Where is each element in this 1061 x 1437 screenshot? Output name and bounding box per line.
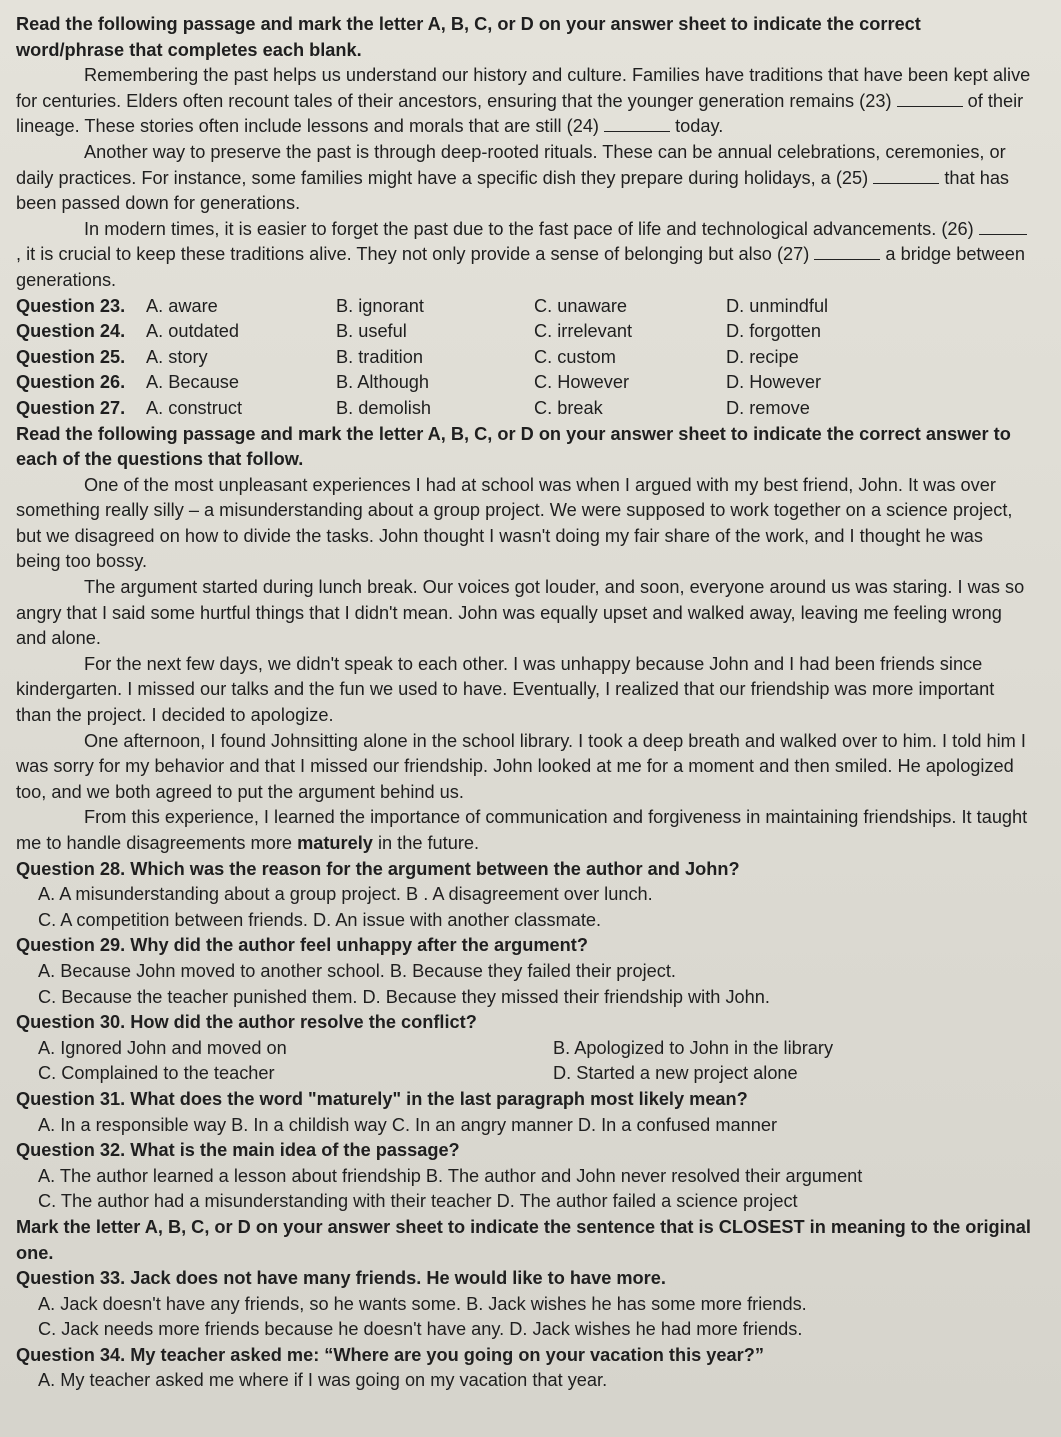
passage1-paragraph2: Another way to preserve the past is through deep-rooted rituals. These can be annual celebrations, ceremonies, or daily practices. For instance, some families might have a specific dish they prepare during holidays, a (25) that has been passed down for generations.	[16, 141, 1010, 214]
question-32-options-1: A. The author learned a lesson about friendship B. The author and John never resolved their argument	[38, 1165, 863, 1186]
passage2-paragraph5: From this experience, I learned the importance of communication and forgiveness in maintaining friendships. It taught me to handle disagreements more maturely in the future.	[16, 807, 1028, 853]
blank-23	[897, 92, 963, 107]
question-29-stem: Question 29. Why did the author feel unhappy after the argument?	[16, 935, 588, 956]
question-row-25: Question 25. A. story B. tradition C. custom D. recipe	[16, 346, 799, 367]
question-row-27: Question 27. A. construct B. demolish C. break D. remove	[16, 397, 810, 418]
passage1-paragraph1: Remembering the past helps us understand our history and culture. Families have traditions that have been kept alive for centuries. Elders often recount tales of their ancestors, ensuring that the younger generation remains (23) of their lineage. These stories often include lessons and morals that are still (24) today.	[16, 65, 1031, 137]
question-33-options-1: A. Jack doesn't have any friends, so he wants some. B. Jack wishes he has some more friends.	[38, 1293, 807, 1314]
question-28-options-1: A. A misunderstanding about a group project. B . A disagreement over lunch.	[38, 884, 653, 905]
question-row-24: Question 24. A. outdated B. useful C. irrelevant D. forgotten	[16, 321, 822, 342]
blank-27	[814, 245, 880, 260]
passage2-paragraph2: The argument started during lunch break. Our voices got louder, and soon, everyone around us was staring. I was so angry that I said some hurtful things that I didn't mean. John was equally upset and walked away, leaving me feeling wrong and alone.	[16, 577, 1025, 649]
question-row-23: Question 23. A. aware B. ignorant C. unaware D. unmindful	[16, 295, 829, 316]
question-30-options	[16, 1036, 1031, 1087]
passage2-paragraph3: For the next few days, we didn't speak to each other. I was unhappy because John and I had been friends since kindergarten. I missed our talks and the fun we used to have. Eventually, I realized that our friendship was more important than the project. I decided to apologize.	[16, 653, 995, 726]
question-31-stem: Question 31. What does the word "maturely" in the last paragraph most likely mean?	[16, 1088, 748, 1109]
blank-24	[604, 117, 670, 132]
question-row-26: Question 26. A. Because B. Although C. However D. However	[16, 372, 822, 393]
passage1-paragraph3: In modern times, it is easier to forget the past due to the fast pace of life and technological advancements. (26) , it is crucial to keep these traditions alive. They not only provide a sense of belonging but also (27) a bridge between generations.	[16, 218, 1025, 290]
question-30-option-c: C. Complained to the teacher	[38, 1063, 275, 1084]
question-33-stem: Question 33. Jack does not have many friends. He would like to have more.	[16, 1268, 666, 1289]
section1-instruction: Read the following passage and mark the letter A, B, C, or D on your answer sheet to indicate the correct word/phrase that completes each blank.	[16, 14, 921, 60]
question-31-options: A. In a responsible way B. In a childish way C. In an angry manner D. In a confused manner	[38, 1114, 778, 1135]
question-30-option-d: D. Started a new project alone	[553, 1063, 798, 1084]
question-34-stem: Question 34. My teacher asked me: “Where are you going on your vacation this year?”	[16, 1344, 764, 1365]
keyword-maturely: maturely	[297, 833, 373, 853]
question-28-stem: Question 28. Which was the reason for the argument between the author and John?	[16, 858, 740, 879]
passage2-paragraph4: One afternoon, I found Johnsitting alone in the school library. I took a deep breath and walked over to him. I told him I was sorry for my behavior and that I missed our friendship. John looked at me for a moment and then smiled. He apologized too, and we both agreed to put the argument behind us.	[16, 730, 1026, 802]
question-29-options-2: C. Because the teacher punished them. D. Because they missed their friendship with John.	[38, 986, 770, 1007]
blank-26	[979, 220, 1027, 235]
section3-instruction: Mark the letter A, B, C, or D on your answer sheet to indicate the sentence that is CLOSEST in meaning to the original one.	[16, 1216, 1031, 1263]
question-32-stem: Question 32. What is the main idea of the passage?	[16, 1140, 460, 1161]
question-30-option-b: B. Apologized to John in the library	[553, 1037, 834, 1058]
question-28-options-2: C. A competition between friends. D. An issue with another classmate.	[38, 909, 602, 930]
question-33-options-2: C. Jack needs more friends because he doesn't have any. D. Jack wishes he had more friends.	[38, 1319, 803, 1340]
question-29-options-1: A. Because John moved to another school. B. Because they failed their project.	[38, 960, 676, 981]
question-32-options-2: C. The author had a misunderstanding with their teacher D. The author failed a science project	[38, 1191, 798, 1212]
question-30-stem: Question 30. How did the author resolve the conflict?	[16, 1012, 477, 1033]
blank-25	[873, 169, 939, 184]
question-30-option-a: A. Ignored John and moved on	[38, 1037, 287, 1058]
question-34-options-1: A. My teacher asked me where if I was going on my vacation that year.	[38, 1370, 608, 1391]
passage2-paragraph1: One of the most unpleasant experiences I had at school was when I argued with my best friend, John. It was over something really silly – a misunderstanding about a group project. We were supposed to work together on a science project, but we disagreed on how to divide the tasks. John thought I wasn't doing my fair share of the work, and I thought he was being too bossy.	[16, 474, 1013, 572]
section2-instruction: Read the following passage and mark the letter A, B, C, or D on your answer sheet to indicate the correct answer to each of the questions that follow.	[16, 423, 1011, 470]
